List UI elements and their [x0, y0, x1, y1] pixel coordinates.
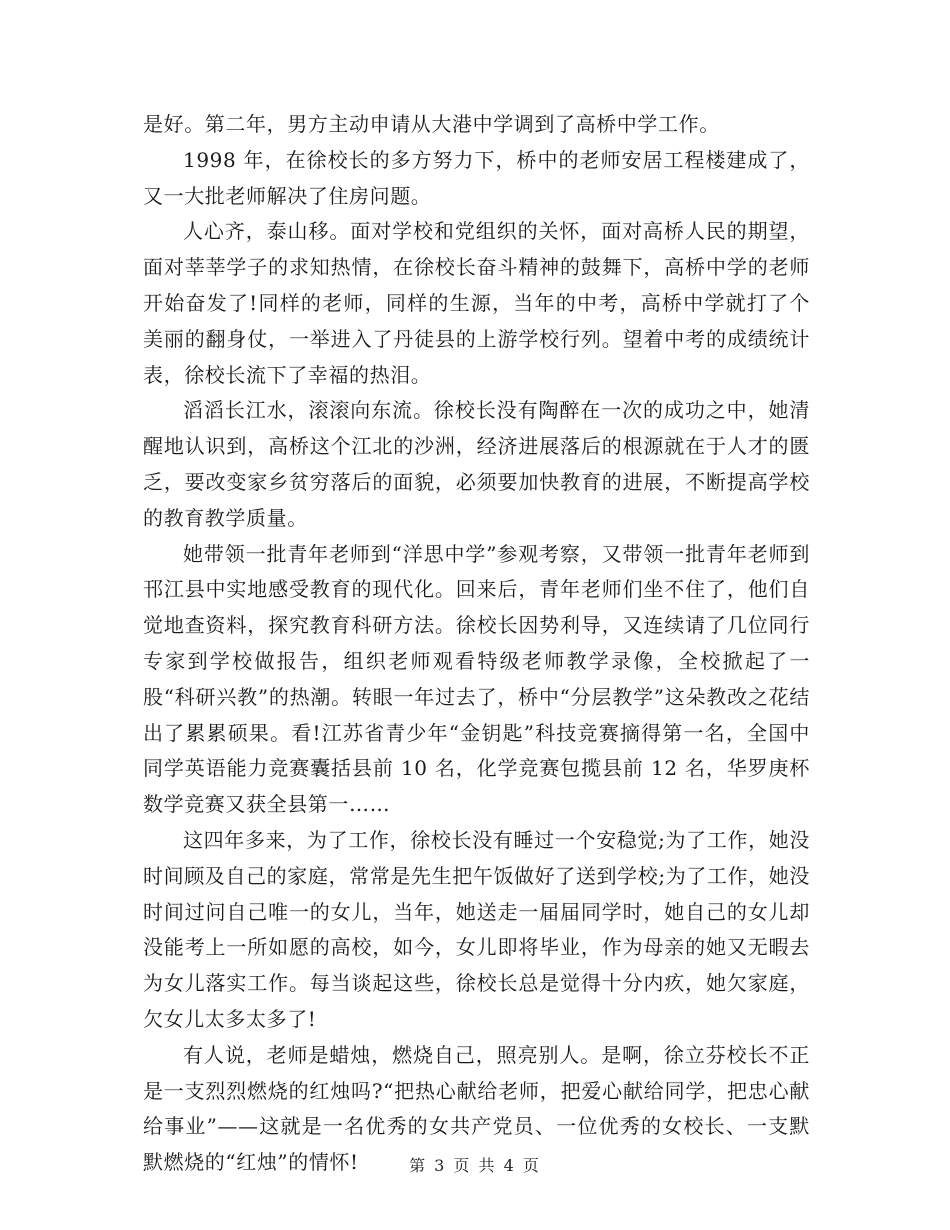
article-body	[143, 107, 810, 1181]
page-number-footer: 第 3 页 共 4 页	[409, 1156, 541, 1175]
paragraph-teachers-motivated: 人心齐，泰山移。面对学校和党组织的关怀，面对高桥人民的期望，面对莘莘学子的求知热情，在徐校长奋斗精神的鼓舞下，高桥中学的老师开始奋发了!同样的老师，同样的生源，当年的中考，高桥中学就打了个美丽的翻身仗，一举进入了丹徒县的上游学校行列。望着中考的成绩统计表，徐校长流下了幸福的热泪。	[143, 219, 810, 387]
paragraph-education-development: 滔滔长江水，滚滚向东流。徐校长没有陶醉在一次的成功之中，她清醒地认识到，高桥这个江北的沙洲，经济进展落后的根源就在于人才的匮乏，要改变家乡贫穷落后的面貌，必须要加快教育的进展，不断提高学校的教育教学质量。	[143, 398, 810, 530]
paragraph-red-candle: 有人说，老师是蜡烛，燃烧自己，照亮别人。是啊，徐立芬校长不正是一支烈烈燃烧的红烛吗?“把热心献给老师，把爱心献给同学，把忠心献给事业”——这就是一名优秀的女共产党员、一位优秀的女校长、一支默默燃烧的“红烛”的情怀!	[143, 1042, 810, 1175]
paragraph-personal-sacrifice: 这四年多来，为了工作，徐校长没有睡过一个安稳觉;为了工作，她没时间顾及自己的家庭，常常是先生把午饭做好了送到学校;为了工作，她没时间过问自己唯一的女儿，当年，她送走一届届同学时，她自己的女儿却没能考上一所如愿的高校，如今，女儿即将毕业，作为母亲的她又无暇去为女儿落实工作。每当谈起这些，徐校长总是觉得十分内疚，她欠家庭，欠女儿太多太多了!	[143, 827, 810, 1031]
paragraph-continued: 是好。第二年，男方主动申请从大港中学调到了高桥中学工作。	[143, 112, 720, 136]
paragraph-housing-project: 1998 年，在徐校长的多方努力下，桥中的老师安居工程楼建成了，又一大批老师解决了住房问题。	[143, 147, 810, 208]
paragraph-research-teaching: 她带领一批青年老师到“洋思中学”参观考察，又带领一批青年老师到邗江县中实地感受教育的现代化。回来后，青年老师们坐不住了，他们自觉地查资料，探究教育科研方法。徐校长因势利导，又连续请了几位同行专家到学校做报告，组织老师观看特级老师教学录像，全校掀起了一股“科研兴教”的热潮。转眼一年过去了，桥中“分层教学”这朵教改之花结出了累累硕果。看!江苏省青少年“金钥匙”科技竞赛摘得第一名，全国中同学英语能力竞赛囊括县前 10 名，化学竞赛包揽县前 12 名，华罗庚杯数学竞赛又获全县第一……	[143, 541, 810, 817]
